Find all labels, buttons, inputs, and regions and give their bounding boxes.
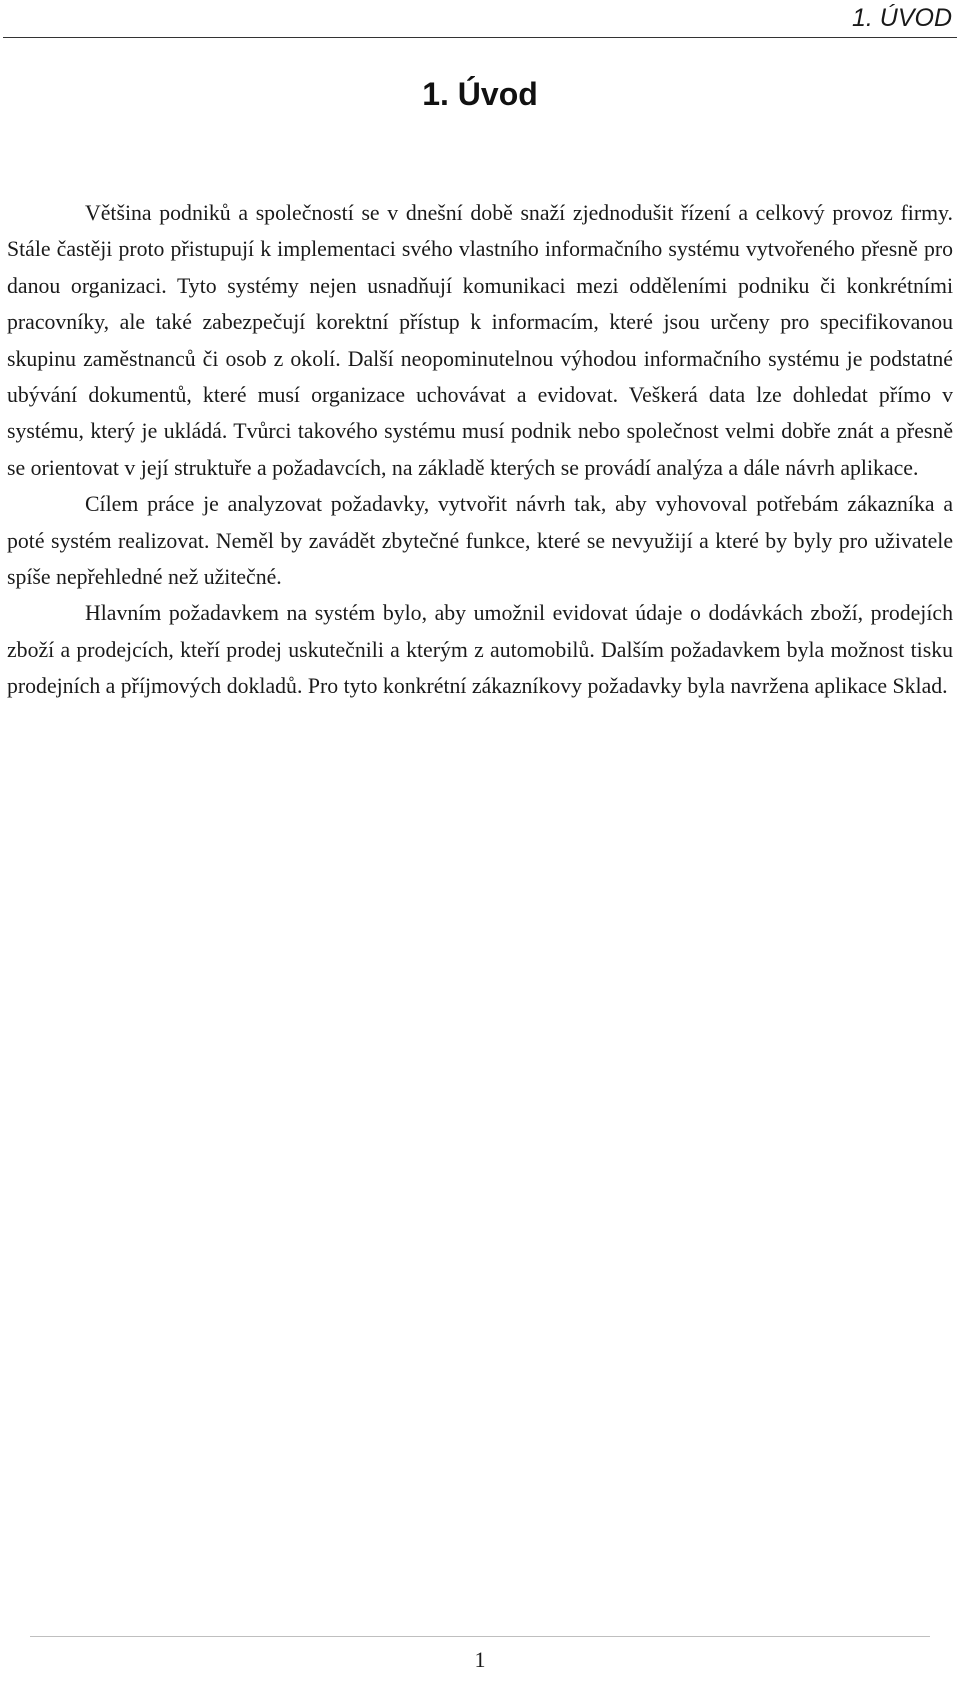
paragraph-requirements: Hlavním požadavkem na systém bylo, aby umožnil evidovat údaje o dodávkách zboží, prodejích zboží a prodejcích, kteří prodej uskutečnili a kterým z automobilů. Dalším požadavkem byla možnost tisku prodejních a příjmových dokladů. Pro tyto konkrétní zákazníkovy požadavky byla navržena aplikace Sklad.: [7, 601, 953, 699]
running-header: 1. ÚVOD: [851, 4, 952, 32]
paragraph-intro: Většina podniků a společností se v dnešní době snaží zjednodušit řízení a celkový provoz firmy. Stále častěji proto přistupují k implementaci svého vlastního informačního systému vytvořeného přesně pro danou organizaci. Tyto systémy nejen usnadňují komunikaci mezi odděleními podniku či konkrétními pracovníky, ale také zabezpečují korektní přístup k informacím, které jsou určeny pro specifikovanou skupinu zaměstnanců či osob z okolí. Další neopominutelnou výhodou informačního systému je podstatné ubývání dokumentů, které musí organizace uchovávat a evidovat. Veškerá data lze dohledat přímo v systému, který je ukládá. Tvůrci takového systému musí podnik nebo společnost velmi dobře znát a přesně se orientovat v její struktuře a požadavcích, na základě kterých se provádí analýza a dále návrh aplikace.: [7, 201, 953, 480]
footer-divider: [30, 1636, 930, 1637]
body-text: [7, 195, 953, 705]
chapter-title: 1. Úvod: [422, 76, 538, 112]
page-number: 1: [474, 1647, 486, 1672]
header-divider: [3, 37, 957, 38]
paragraph-goal: Cílem práce je analyzovat požadavky, vytvořit návrh tak, aby vyhovoval potřebám zákazníka a poté systém realizovat. Neměl by zavádět zbytečné funkce, které se nevyužijí a které by byly pro uživatele spíše nepřehledné než užitečné.: [7, 492, 953, 590]
